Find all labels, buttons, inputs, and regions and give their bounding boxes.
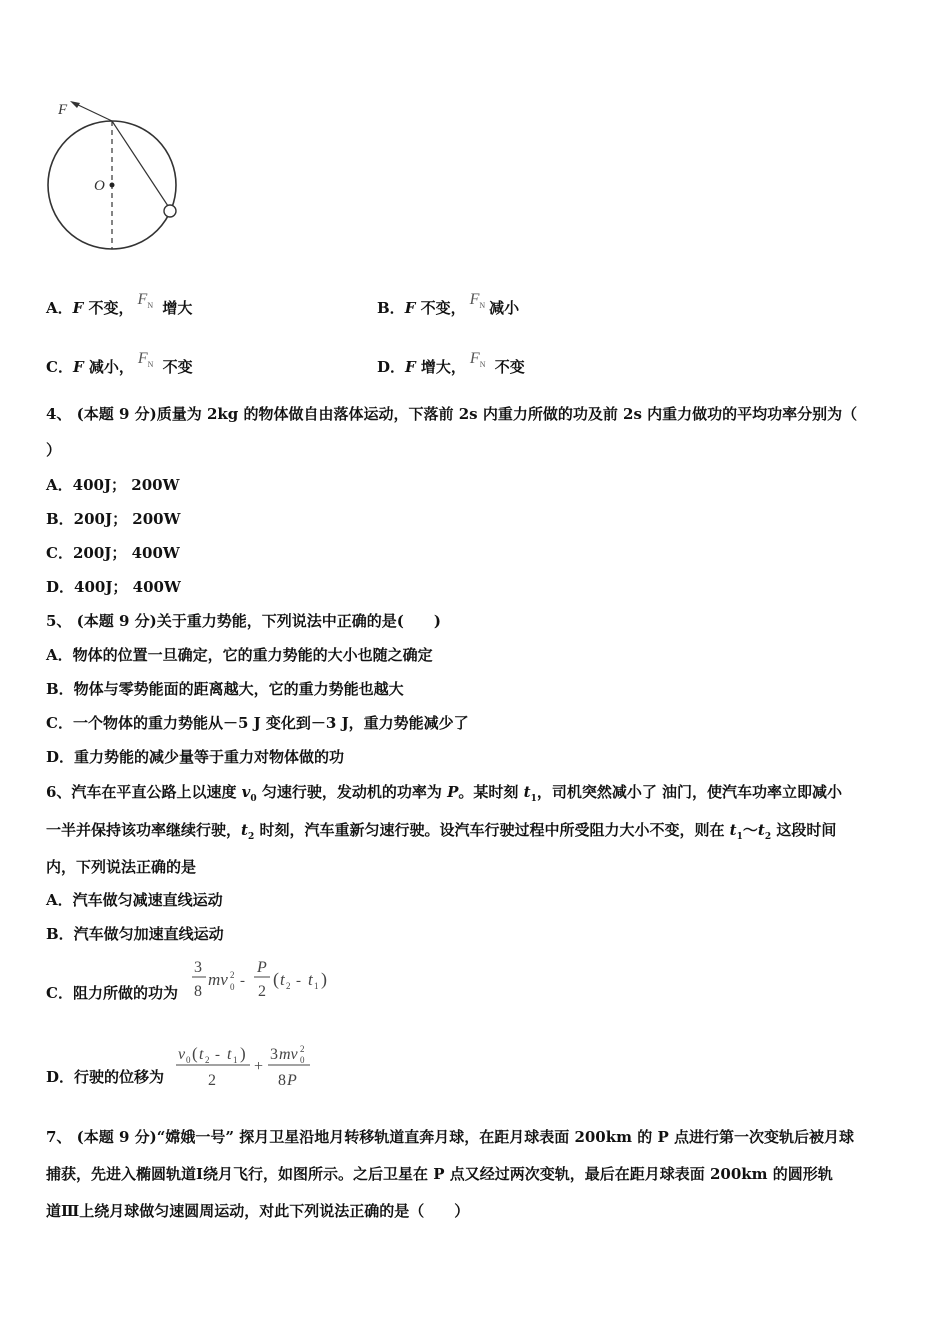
option-prefix: B．: [377, 299, 405, 317]
fn-symbol: $F_N$: [137, 350, 154, 370]
q3-option-b[interactable]: [377, 291, 520, 325]
svg-text:0: 0: [230, 982, 235, 992]
q5-option-b[interactable]: B．物体与零势能面的距离越大，它的重力势能也越大: [46, 680, 404, 698]
svg-text:): ): [240, 1044, 246, 1063]
q3-option-a[interactable]: [46, 291, 193, 325]
svg-text:P: P: [257, 959, 267, 976]
svg-text:t: t: [227, 1046, 232, 1063]
option-prefix: A．: [46, 299, 73, 317]
q3-option-d[interactable]: [377, 350, 525, 384]
option-text: C．阻力所做的功为: [46, 984, 178, 1002]
svg-text:t: t: [308, 970, 313, 989]
option-tail: 减小: [489, 299, 520, 317]
svg-text:2: 2: [230, 970, 235, 980]
option-text: 减小，: [83, 358, 134, 376]
q4-stem-line1: 4、 (本题 9 分)质量为 2kg 的物体做自由落体运动，下落前 2s 内重力所做的功及前 2s 内重力做功的平均功率分别为（: [46, 405, 858, 423]
option-text: 不变，: [415, 299, 466, 317]
q7-stem-line3: 道Ⅲ上绕月球做匀速圆周运动，对此下列说法正确的是（ ）: [46, 1202, 470, 1220]
svg-text:mv: mv: [208, 970, 228, 989]
q4-option-c[interactable]: C．200J； 400W: [46, 544, 180, 562]
q4-stem-line2: ）: [46, 441, 62, 459]
svg-text:-: -: [240, 973, 245, 989]
svg-text:8: 8: [278, 1072, 286, 1089]
option-var: F: [405, 358, 416, 376]
fn-symbol: $F_N$: [469, 350, 486, 370]
svg-text:-: -: [215, 1047, 220, 1063]
option-var: F: [72, 299, 84, 317]
svg-text:): ): [321, 969, 327, 989]
q3-option-c[interactable]: [46, 350, 193, 384]
formula-work: [190, 955, 340, 1009]
svg-text:3: 3: [270, 1046, 278, 1063]
svg-text:mv: mv: [279, 1046, 298, 1063]
q5-option-d[interactable]: D．重力势能的减少量等于重力对物体做的功: [46, 748, 345, 766]
svg-text:2: 2: [205, 1055, 210, 1065]
svg-text:2: 2: [208, 1072, 216, 1089]
q7-stem-line1: 7、 (本题 9 分)“嫦娥一号” 探月卫星沿地月转移轨道直奔月球，在距月球表面 200km 的 P 点进行第一次变轨后被月球: [46, 1128, 854, 1146]
q6-option-d[interactable]: [46, 1067, 164, 1087]
svg-text:+: +: [254, 1058, 264, 1075]
fn-symbol: $F_N$: [469, 291, 486, 311]
q6-option-c[interactable]: [46, 983, 178, 1003]
option-text: D．行驶的位移为: [46, 1068, 165, 1086]
q5-option-a[interactable]: A．物体的位置一旦确定，它的重力势能的大小也随之确定: [46, 646, 433, 664]
option-tail: 不变: [157, 358, 193, 376]
option-text: 不变，: [83, 299, 134, 317]
option-tail: 增大: [157, 299, 193, 317]
q6-stem-line1: 6、汽车在平直公路上以速度 $v_0$ 匀速行驶，发动机的功率为 P。某时刻 $t_1$，司机突然减小了 油门，使汽车功率立即减小: [46, 783, 843, 804]
q5-option-c[interactable]: C．一个物体的重力势能从－5 J 变化到－3 J，重力势能减少了: [46, 714, 469, 732]
svg-text:1: 1: [314, 981, 319, 991]
svg-text:t: t: [199, 1046, 204, 1063]
svg-text:-: -: [296, 973, 301, 989]
q5-stem: 5、 (本题 9 分)关于重力势能，下列说法中正确的是( ): [46, 612, 441, 630]
q4-option-d[interactable]: D．400J； 400W: [46, 578, 181, 596]
option-tail: 不变: [489, 358, 525, 376]
svg-text:3: 3: [194, 959, 202, 976]
q6-stem-line3: 内，下列说法正确的是: [46, 858, 197, 876]
q4-option-a[interactable]: A．400J； 200W: [46, 476, 180, 494]
q4-option-b[interactable]: B．200J； 200W: [46, 510, 181, 528]
q6-option-b[interactable]: B．汽车做匀加速直线运动: [46, 925, 224, 943]
svg-text:t: t: [280, 970, 285, 989]
q6-option-a[interactable]: A．汽车做匀减速直线运动: [46, 891, 223, 909]
svg-text:2: 2: [300, 1044, 305, 1054]
svg-text:(: (: [192, 1044, 198, 1063]
option-prefix: D．: [377, 358, 406, 376]
svg-text:1: 1: [233, 1055, 238, 1065]
svg-text:2: 2: [258, 983, 266, 1000]
svg-text:(: (: [273, 969, 279, 989]
svg-text:0: 0: [186, 1055, 191, 1065]
formula-displacement: [174, 1040, 334, 1096]
q6-stem-line2: 一半并保持该功率继续行驶，$t_2$ 时刻，汽车重新匀速行驶。设汽车行驶过程中所受阻力大小不变，则在 $t_1\sim t_2$ 这段时间: [46, 821, 837, 842]
q7-stem-line2: 捕获，先进入椭圆轨道Ⅰ绕月飞行，如图所示。之后卫星在 P 点又经过两次变轨，最后在距月球表面 200km 的圆形轨: [46, 1165, 833, 1183]
svg-text:P: P: [287, 1072, 297, 1089]
center-label: O: [94, 178, 105, 194]
circle-force-diagram: [36, 92, 196, 266]
svg-text:v: v: [178, 1046, 186, 1063]
fn-symbol: $F_N$: [137, 291, 154, 311]
option-prefix: C．: [46, 358, 73, 376]
svg-text:0: 0: [300, 1055, 305, 1065]
option-var: F: [404, 299, 416, 317]
option-var: F: [72, 358, 84, 376]
svg-text:8: 8: [194, 983, 202, 1000]
option-text: 增大，: [415, 358, 466, 376]
svg-text:2: 2: [286, 981, 291, 991]
force-label: F: [58, 102, 68, 118]
